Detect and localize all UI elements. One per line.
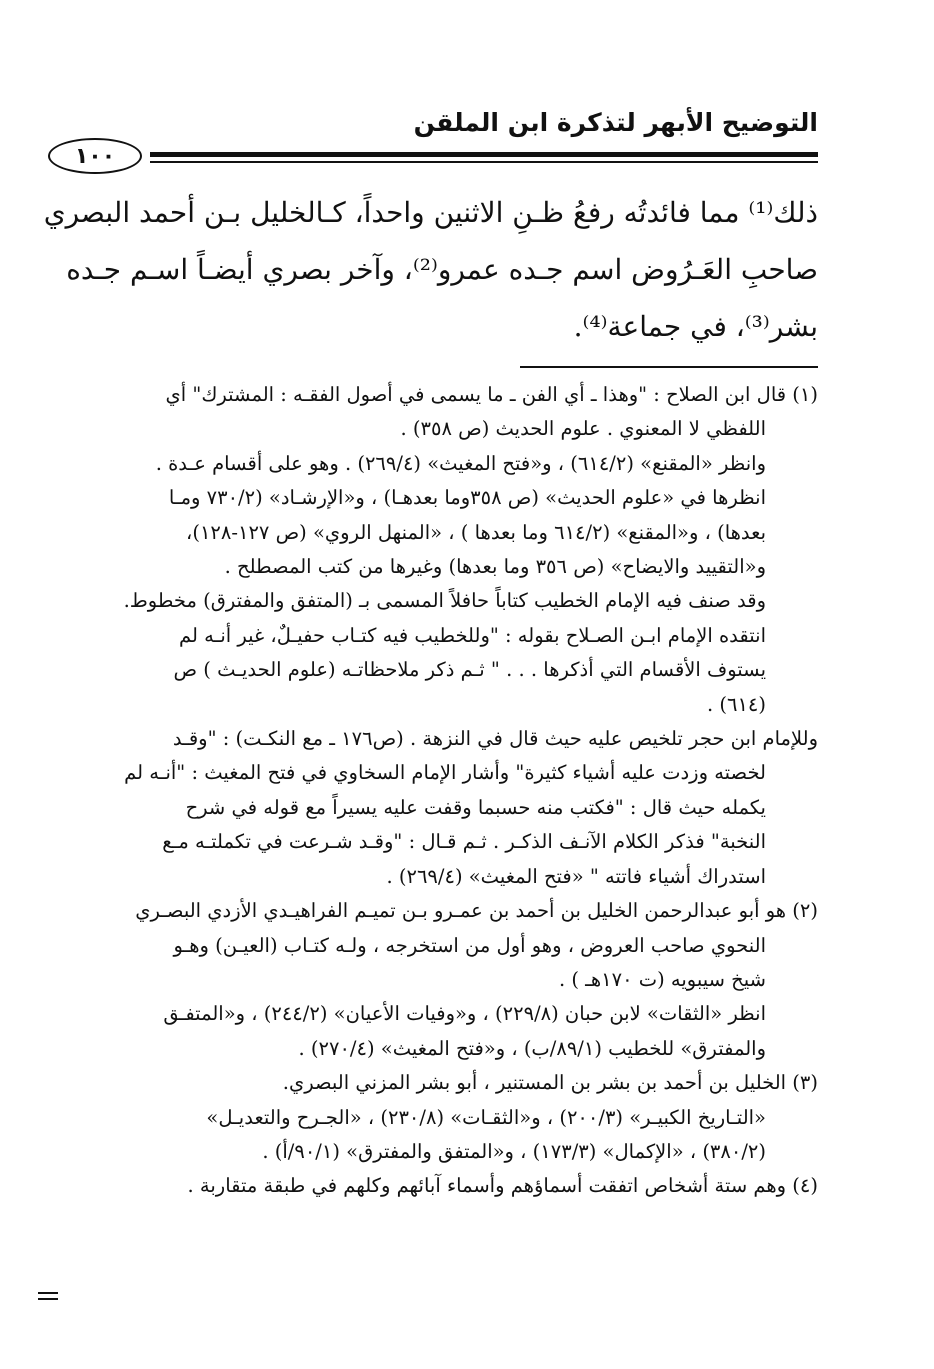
- footnotes: [46, 378, 818, 1204]
- header-rule-thick: [150, 152, 818, 157]
- footnote-1-line: لخصته وزدت عليه أشياء كثيرة" وأشار الإمام السخاوي في فتح المغيث : "أنـه لم: [124, 761, 766, 785]
- footnote-3-line: «التـاريخ الكبيـر» (٢٠٠/٣) ، و«الثقـات» (٢٣٠/٨) ، «الجـرح والتعديـل»: [206, 1105, 766, 1129]
- footnote-1-line: بعدها) ، و«المقنع» (٦١٤/٢ وما بعدها ) ، «المنهل الروي» (ص ١٢٧-١٢٨)،: [186, 520, 766, 544]
- footnote-1-line: استدراك أشياء فاتته " «فتح المغيث» (٢٦٩/٤) .: [386, 864, 766, 888]
- footnote-1-line: انظرها في «علوم الحديث» (ص ٣٥٨وما بعدهـا) ، و«الإرشـاد» (٧٣٠/٢ ومـا: [168, 486, 766, 510]
- footnote-1-line: اللفظي لا المعنوي . علوم الحديث (ص ٣٥٨) .: [400, 417, 766, 441]
- footnote-1-line: يستوف الأقسام التي أذكرها . . . " ثـم ذكر ملاحظاتـه (علوم الحديـث ) ص: [173, 658, 766, 682]
- main-text-line: بشر⁽³⁾، في جماعة⁽⁴⁾.: [573, 310, 818, 343]
- footnote-1-line: و«التقييد والايضاح» (ص ٣٥٦ وما بعدها) وغيرها من كتب المصطلح .: [224, 555, 766, 579]
- page-number: ١٠٠: [48, 138, 142, 174]
- footnote-1-line: (١) قال ابن الصلاح : "وهذا ـ أي الفن ـ ما يسمى في أصول الفقـه : المشترك" أي: [165, 383, 818, 406]
- footnote-2-line: شيخ سيبويه (ت ١٧٠هـ ) .: [558, 967, 766, 991]
- footnote-2-line: انظر «الثقات» لابن حبان (٢٢٩/٨) ، و«وفيات الأعيان» (٢٤٤/٢) ، و«المتفـق: [163, 1002, 766, 1026]
- footnote-4-line: (٤) وهم ستة أشخاص اتفقت أسماؤهم وأسماء آبائهم وكلهم في طبقة متقاربة .: [187, 1174, 818, 1198]
- footnote-1-line: وللإمام ابن حجر تلخيص عليه حيث قال في النزهة . (ص١٧٦ ـ مع النكـت) : "وقـد: [172, 727, 818, 751]
- footnote-1-line: (٦١٤) .: [706, 692, 766, 716]
- footnote-2-line: النحوي صاحب العروض ، وهو أول من استخرجه ، ولـه كتـاب (العيـن) وهـو: [173, 933, 766, 957]
- footnote-1-line: وقد صنف فيه الإمام الخطيب كتاباً حافلاً المسمى بـ (المتفق والمفترق) مخطوط.: [123, 589, 766, 613]
- main-text-line: صاحبِ العَـرُوض اسم جـده عمرو⁽²⁾، وآخر بصري أيضـاً اسـم جـده: [66, 253, 818, 286]
- footnote-2-line: والمفترق» للخطيب (٨٩/١/ب) ، و«فتح المغيث» (٢٧٠/٤) .: [298, 1036, 766, 1060]
- footnote-1-line: النخبة" فذكر الكلام الآنـف الذكـر . ثـم قـال : "وقـد شـرعت في تكملتـه مـع: [162, 830, 766, 854]
- footnote-2-line: (٢) هو أبو عبدالرحمن الخليل بن أحمد بن عمـرو بـن تميـم الفراهيـدي الأزدي البصـري: [135, 899, 818, 923]
- main-text: [43, 184, 818, 355]
- header-rule-thin: [150, 161, 818, 163]
- main-text-line: ذلك⁽¹⁾ مما فائدتُه رفعُ ظـنِ الاثنين واحداً، كـالخليل بـن أحمد البصري: [43, 196, 818, 229]
- footnote-separator: [520, 366, 818, 368]
- footnote-1-line: يكمله حيث قال : "فكتب منه حسبما وقفت عليه يسيراً مع قوله في شرح: [185, 795, 766, 819]
- footnote-3-line: (٣٨٠/٢) ، «الإكمال» (١٧٣/٣) ، و«المتفق والمفترق» (٩٠/١/أ) .: [262, 1139, 766, 1163]
- page-end-mark: [38, 1292, 58, 1302]
- footnote-3-line: (٣) الخليل بن أحمد بن بشر بن المستنير ، أبو بشر المزني البصري.: [282, 1071, 818, 1095]
- footnote-1-line: وانظر «المقنع» (٦١٤/٢) ، و«فتح المغيث» (٢٦٩/٤) . وهو على أقسام عـدة .: [155, 451, 766, 475]
- footnote-1-line: انتقده الإمام ابـن الصـلاح بقوله : "وللخطيب فيه كتـاب حفيـلٌ، غير أنـه لم: [179, 623, 766, 647]
- running-title: التوضيح الأبهر لتذكرة ابن الملقن: [413, 108, 818, 137]
